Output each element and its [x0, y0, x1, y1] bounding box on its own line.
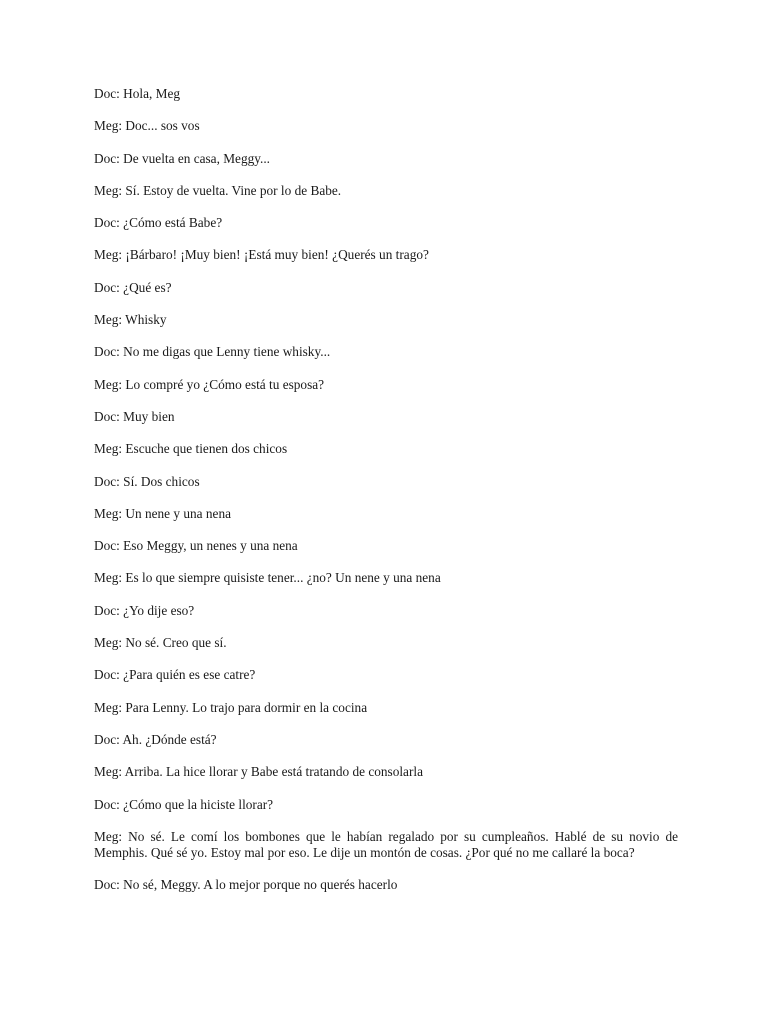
dialogue-line: Meg: Para Lenny. Lo trajo para dormir en la cocina [94, 699, 368, 715]
dialogue-line: Doc: ¿Cómo está Babe? [94, 215, 223, 231]
dialogue-line: Doc: Ah. ¿Dónde está? [94, 731, 217, 747]
dialogue-line: Meg: ¡Bárbaro! ¡Muy bien! ¡Está muy bien! ¿Querés un trago? [94, 247, 429, 263]
dialogue-line: Doc: ¿Para quién es ese catre? [94, 667, 256, 683]
dialogue-line: Doc: Eso Meggy, un nenes y una nena [94, 538, 298, 554]
dialogue-line: Doc: ¿Qué es? [94, 279, 172, 295]
dialogue-line: Meg: Sí. Estoy de vuelta. Vine por lo de Babe. [94, 182, 342, 198]
dialogue-line: Doc: ¿Yo dije eso? [94, 602, 195, 618]
dialogue-line: Meg: Arriba. La hice llorar y Babe está tratando de consolarla [94, 764, 423, 780]
dialogue-line: Meg: Lo compré yo ¿Cómo está tu esposa? [94, 376, 325, 392]
dialogue-line: Meg: Es lo que siempre quisiste tener... ¿no? Un nene y una nena [94, 570, 441, 586]
dialogue-line: Meg: Whisky [94, 312, 167, 328]
dialogue-line: Doc: No sé, Meggy. A lo mejor porque no querés hacerlo [94, 877, 398, 893]
dialogue-line: Meg: Escuche que tienen dos chicos [94, 441, 288, 457]
dialogue-line: Doc: Sí. Dos chicos [94, 473, 200, 489]
dialogue-line: Meg: Doc... sos vos [94, 118, 200, 134]
dialogue-line: Doc: ¿Cómo que la hiciste llorar? [94, 796, 274, 812]
dialogue-line: Meg: Un nene y una nena [94, 505, 231, 521]
dialogue-text [94, 86, 678, 909]
dialogue-line: Doc: Muy bien [94, 408, 175, 424]
dialogue-line: Doc: No me digas que Lenny tiene whisky... [94, 344, 331, 360]
dialogue-line: Doc: De vuelta en casa, Meggy... [94, 150, 270, 166]
dialogue-line: Doc: Hola, Meg [94, 86, 181, 101]
dialogue-line: Meg: No sé. Le comí los bombones que le habían regalado por su cumpleaños. Hablé de su novio de Memphis. Qué sé yo. Estoy mal por eso. Le dije un montón de cosas. ¿Por qué no me callaré la boca? [94, 828, 678, 860]
dialogue-line: Meg: No sé. Creo que sí. [94, 635, 227, 651]
